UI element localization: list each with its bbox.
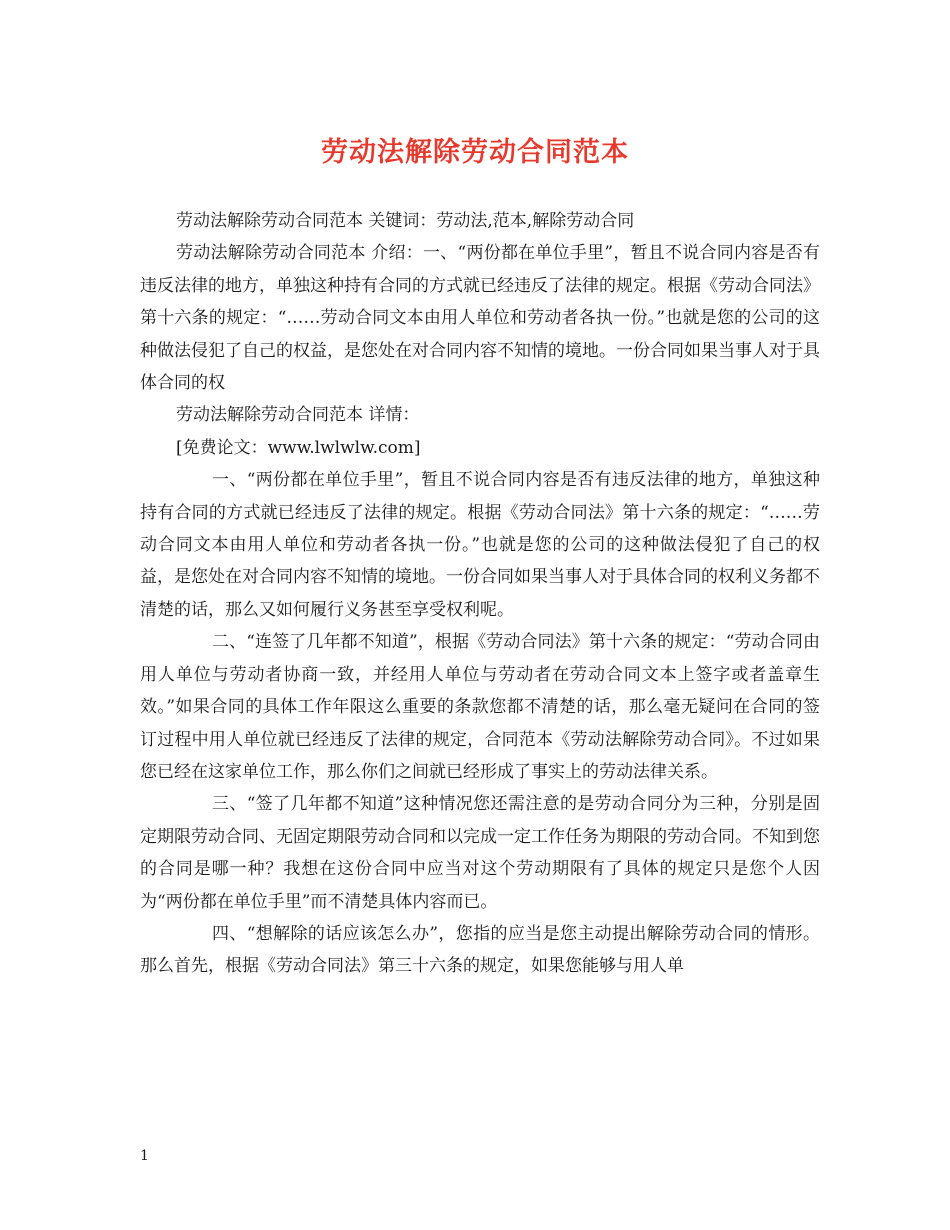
section-four-paragraph: 四、“想解除的话应该怎么办”，您指的应当是您主动提出解除劳动合同的情形。那么首先，根据《劳动合同法》第三十六条的规定，如果您能够与用人单 <box>140 923 820 977</box>
section-one-paragraph: 一、“两份都在单位手里”，暂且不说合同内容是否有违反法律的地方，单独这种持有合同的方式就已经违反了法律的规定。根据《劳动合同法》第十六条的规定：“……劳动合同文本由用人单位和劳动者各执一份。”也就是您的公司的这种做法侵犯了自己的权益，是您处在对合同内容不知情的境地。一份合同如果当事人对于具体合同的权利义务都不清楚的话，那么又如何履行义务甚至享受权利呢。 <box>140 470 820 620</box>
keywords-paragraph: 劳动法解除劳动合同范本 关键词：劳动法,范本,解除劳动合同 <box>176 211 635 231</box>
document-body <box>140 205 820 983</box>
document-title: 劳动法解除劳动合同范本 <box>321 137 629 168</box>
page-number: 1 <box>140 1148 149 1164</box>
source-link-text: [免费论文：www.lwlwlw.com] <box>176 437 421 458</box>
details-heading: 劳动法解除劳动合同范本 详情： <box>176 405 420 426</box>
section-three-paragraph: 三、“签了几年都不知道”这种情况您还需注意的是劳动合同分为三种，分别是固定期限劳动合同、无固定期限劳动合同和以完成一定工作任务为期限的劳动合同。不知到您的合同是哪一种？我想在这份合同中应当对这个劳动期限有了具体的规定只是您个人因为“两份都在单位手里”而不清楚具体内容而已。 <box>140 794 820 912</box>
section-two-paragraph: 二、“连签了几年都不知道”，根据《劳动合同法》第十六条的规定：“劳动合同由用人单位与劳动者协商一致，并经用人单位与劳动者在劳动合同文本上签字或者盖章生效。”如果合同的具体工作年限这么重要的条款您都不清楚的话，那么毫无疑问在合同的签订过程中用人单位就已经违反了法律的规定，合同范本《劳动法解除劳动合同》。不过如果您已经在这家单位工作，那么你们之间就已经形成了事实上的劳动法律关系。 <box>140 632 820 782</box>
intro-paragraph: 劳动法解除劳动合同范本 介绍：一、“两份都在单位手里”，暂且不说合同内容是否有违反法律的地方，单独这种持有合同的方式就已经违反了法律的规定。根据《劳动合同法》第十六条的规定：“……劳动合同文本由用人单位和劳动者各执一份。”也就是您的公司的这种做法侵犯了自己的权益，是您处在对合同内容不知情的境地。一份合同如果当事人对于具体合同的权 <box>140 243 820 394</box>
